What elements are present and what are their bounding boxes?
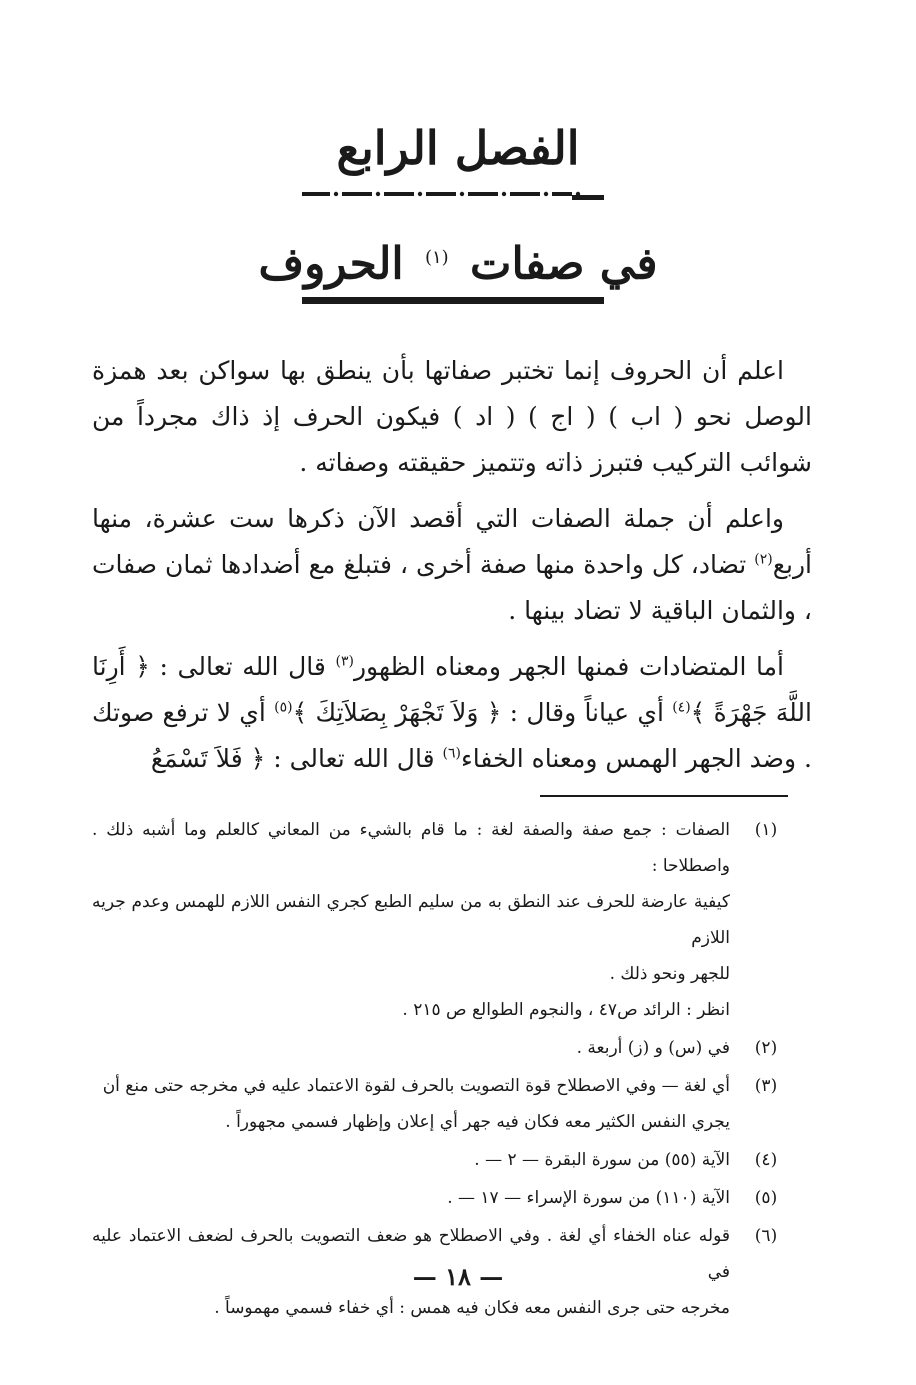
page-number: — ١٨ — [412, 1262, 504, 1291]
footnote-number: (٥) [754, 1188, 778, 1208]
section-title-underline [302, 297, 604, 304]
footnote-line: قوله عناه الخفاء أي لغة . وفي الاصطلاح هو ضعف التصويت بالحرف لضعف الاعتماد عليه في [92, 1226, 730, 1282]
paragraph-text: قال الله تعالى : ﴿ فَلاَ تَسْمَعُ [150, 744, 443, 773]
footnote-number: (٣) [754, 1076, 778, 1096]
paragraph [92, 496, 812, 634]
footnote-line: الآية (٥٥) من سورة البقرة — ٢ — . [474, 1150, 730, 1170]
main-text [92, 348, 812, 792]
footnote-line: في (س) و (ز) أربعة . [576, 1038, 730, 1058]
paragraph: اعلم أن الحروف إنما تختبر صفاتها بأن ينطق بها سواكن بعد همزة الوصل نحو ( اب ) ( اج ) ( اد ) فيكون الحرف إذ ذاك مجرداً من شوائب التركيب فتبرز ذاته وتتميز حقيقته وصفاته . [92, 356, 812, 477]
footnote [92, 1030, 788, 1066]
footnote-number: (٢) [754, 1038, 778, 1058]
paragraph-text: أي لا ترفع صوتك . وضد الجهر الهمس ومعناه الخفاء [92, 698, 812, 773]
footnote-line: يجري النفس الكثير معه فكان فيه جهر أي إعلان وإظهار فسمي مجهوراً . [225, 1112, 730, 1132]
footnote-line: كيفية عارضة للحرف عند النطق به من سليم الطبع كجري النفس اللازم للهمس وعدم جريه اللازم [92, 892, 730, 948]
section-title-end: الحروف [258, 238, 404, 290]
footnote [92, 1142, 788, 1178]
paragraph-text: أما المتضادات فمنها الجهر ومعناه الظهور [353, 652, 784, 681]
footnote [92, 1068, 788, 1140]
footnote-ref: (٤) [672, 699, 691, 716]
footnote-separator [540, 795, 788, 797]
footnote-line: مخرجه حتى جرى النفس معه فكان فيه همس : أي خفاء فسمي مهموساً . [214, 1298, 730, 1318]
footnote-ref: (٦) [442, 745, 461, 762]
footnote-line: انظر : الرائد ص٤٧ ، والنجوم الطوالع ص ٢١٥ . [402, 1000, 730, 1020]
paragraph-text: واعلم أن جملة الصفات التي أقصد الآن ذكرها ست عشرة، منها أربع [92, 504, 812, 579]
footnote-number: (١) [754, 820, 778, 840]
chapter-title: الفصل الرابع [336, 121, 580, 175]
section-title-start: في صفات [470, 238, 658, 290]
footnote-line: أي لغة — وفي الاصطلاح قوة التصويت بالحرف لقوة الاعتماد عليه في مخرجه حتى منع أن [102, 1076, 730, 1096]
footnotes [92, 812, 788, 1328]
footnote-line: للجهر ونحو ذلك . [609, 964, 730, 984]
footnote-line: الآية (١١٠) من سورة الإسراء — ١٧ — . [447, 1188, 730, 1208]
footnote-number: (٤) [754, 1150, 778, 1170]
dashed-ornament-rule [302, 186, 604, 202]
footnote-line: الصفات : جمع صفة والصفة لغة : ما قام بالشيء من المعاني كالعلم وما أشبه ذلك . واصطلاحا : [92, 820, 730, 876]
paragraph-text: تضاد، كل واحدة منها صفة أخرى ، فتبلغ مع أضدادها ثمان صفات ، والثمان الباقية لا تضاد بينها . [92, 550, 812, 625]
paragraph [92, 644, 812, 782]
footnote [92, 1180, 788, 1216]
footnote-ref: (٢) [754, 551, 773, 568]
section-title [0, 228, 916, 295]
footnote-ref: (١) [424, 247, 449, 268]
paragraph-text: قال الله تعالى : ﴿ أَرِنَا اللَّهَ جَهْرَةً ﴾ [92, 652, 812, 727]
footnote-ref: (٣) [335, 653, 354, 670]
paragraph-text: أي عياناً وقال : ﴿ وَلاَ تَجْهَرْ بِصَلاَتِكَ ﴾ [292, 698, 673, 727]
footnote [92, 812, 788, 1028]
footnote-ref: (٥) [274, 699, 293, 716]
footnote-number: (٦) [754, 1226, 778, 1246]
